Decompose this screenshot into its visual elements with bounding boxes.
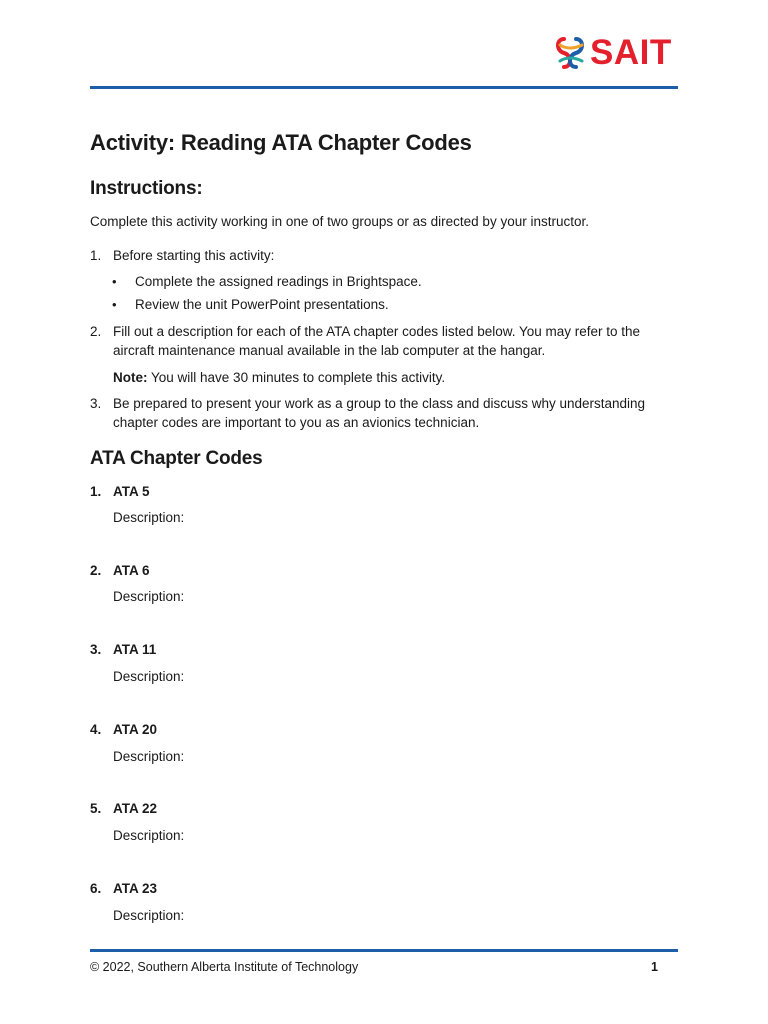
note-text: You will have 30 minutes to complete this activity. — [147, 370, 446, 385]
page-number: 1 — [651, 960, 658, 974]
bullet-item: Review the unit PowerPoint presentations. — [135, 297, 389, 312]
step-number: 1. — [90, 248, 102, 263]
step-text: Before starting this activity: — [113, 248, 275, 263]
step-text-line: Fill out a description for each of the ATA chapter codes listed below. You may refer to the — [113, 324, 641, 339]
instructions-heading: Instructions: — [90, 178, 203, 199]
code-number: 2. — [90, 563, 102, 578]
description-label: Description: — [113, 749, 185, 764]
header-rule — [90, 86, 678, 89]
page-title: Activity: Reading ATA Chapter Codes — [90, 130, 472, 155]
step-number: 2. — [90, 324, 102, 339]
instructions-intro: Complete this activity working in one of two groups or as directed by your instructor. — [90, 214, 589, 229]
codes-heading: ATA Chapter Codes — [90, 448, 263, 469]
note-label: Note: — [113, 370, 148, 385]
code-number: 6. — [90, 881, 102, 896]
code-label: ATA 11 — [113, 642, 157, 657]
description-label: Description: — [113, 510, 185, 525]
description-label: Description: — [113, 908, 185, 923]
bullet-icon: • — [112, 274, 117, 289]
note — [113, 368, 445, 387]
code-label: ATA 22 — [113, 801, 158, 816]
sait-logo-icon — [554, 35, 588, 71]
step-number: 3. — [90, 396, 102, 411]
code-number: 3. — [90, 642, 102, 657]
step-text-line: chapter codes are important to you as an avionics technician. — [113, 415, 480, 430]
code-label: ATA 23 — [113, 881, 158, 896]
description-label: Description: — [113, 589, 185, 604]
code-label: ATA 6 — [113, 563, 150, 578]
sait-logo — [554, 34, 672, 72]
description-label: Description: — [113, 828, 185, 843]
code-number: 1. — [90, 484, 102, 499]
footer-copyright: © 2022, Southern Alberta Institute of Technology — [90, 960, 359, 974]
code-label: ATA 5 — [113, 484, 150, 499]
code-number: 4. — [90, 722, 102, 737]
footer-rule — [90, 949, 678, 952]
step-text-line: aircraft maintenance manual available in the lab computer at the hangar. — [113, 343, 546, 358]
code-label: ATA 20 — [113, 722, 158, 737]
description-label: Description: — [113, 669, 185, 684]
code-number: 5. — [90, 801, 102, 816]
bullet-icon: • — [112, 297, 117, 312]
bullet-item: Complete the assigned readings in Brightspace. — [135, 274, 422, 289]
logo-text: SAIT — [590, 33, 672, 72]
step-text-line: Be prepared to present your work as a group to the class and discuss why understanding — [113, 396, 646, 411]
